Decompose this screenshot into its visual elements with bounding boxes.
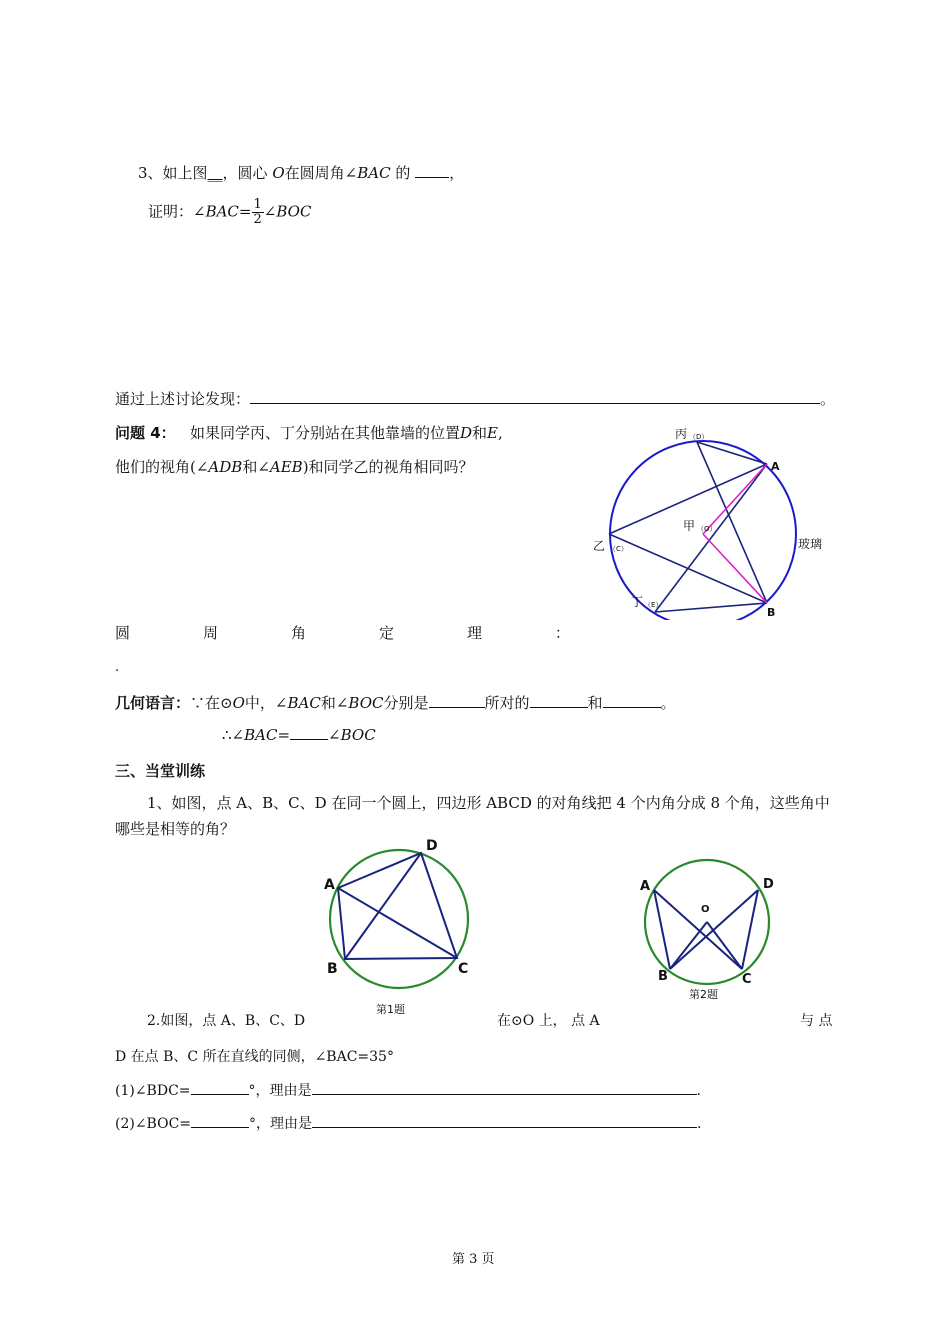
problem4-line1: 问题 4： 如果同学丙、丁分别站在其他靠墙的位置D和E, <box>115 424 503 442</box>
theorem-dot: . <box>115 660 120 675</box>
label-jia: 甲 <box>683 519 696 533</box>
q3-answer-blank[interactable] <box>415 176 449 178</box>
label-d: （D） <box>689 433 709 441</box>
diagonal-ac <box>338 888 457 958</box>
viewing-angle-figure <box>585 420 845 620</box>
ex1-label-d: D <box>426 838 438 854</box>
bdc-reason-blank[interactable] <box>312 1093 697 1095</box>
theorem-line: 圆 周 角 定 理 ： <box>115 624 570 642</box>
ex1-circle <box>330 850 468 988</box>
label-e: （E） <box>644 601 663 609</box>
ex2-caption: 第2题 <box>689 988 718 1001</box>
ex2-part3: 与 点 <box>800 1013 833 1029</box>
label-a: A <box>771 460 780 473</box>
label-bing: 丙 <box>675 427 688 441</box>
discover-blank[interactable] <box>250 402 820 404</box>
ex2-label-c: C <box>742 972 752 987</box>
problem4-line2: 他们的视角(∠ADB和∠AEB)和同学乙的视角相同吗？ <box>115 458 474 476</box>
ex1-label-a: A <box>324 877 335 893</box>
ex2-part2: 在⊙O 上， 点 A <box>497 1013 600 1029</box>
page-number: 第 3 页 <box>452 1252 495 1267</box>
proof-line: 证明：∠BAC= $\frac{1}{2}$ ∠BOC <box>148 197 312 227</box>
bdc-answer-blank[interactable] <box>191 1093 249 1095</box>
ex1-figure <box>318 835 478 1020</box>
geom-blank-2[interactable] <box>530 706 588 708</box>
ex2-question1: (1)∠BDC= °，理由是 . <box>115 1083 701 1099</box>
geom-blank-4[interactable] <box>290 738 328 740</box>
q3-line: 3、如上图__，圆心 O在圆周角∠BAC 的 ， <box>138 164 465 182</box>
label-o: （O） <box>697 525 717 533</box>
label-ding: 丁 <box>631 595 644 609</box>
ex2-radius-ob <box>670 922 707 969</box>
geom-line2: ∴∠BAC= ∠BOC <box>222 726 376 744</box>
ex2-label-o: O <box>701 904 710 915</box>
ex2-part1: 2.如图，点 A、B、C、D <box>147 1013 306 1029</box>
ex2-label-b: B <box>658 969 668 984</box>
label-c: （C） <box>609 545 628 553</box>
section3-title: 三、当堂训练 <box>115 762 206 780</box>
ex2-line2: D 在点 B、C 所在直线的同侧，∠BAC=35° <box>115 1049 394 1065</box>
chord-eb <box>655 603 767 612</box>
geom-blank-1[interactable] <box>429 706 485 708</box>
radius-ob <box>703 534 767 603</box>
ex1-label-c: C <box>458 961 469 977</box>
radius-oa <box>703 464 767 534</box>
ex2-figure <box>632 850 782 1005</box>
ex2-question2: (2)∠BOC= °，理由是 . <box>115 1116 702 1132</box>
geom-blank-3[interactable] <box>603 706 661 708</box>
label-glass: 玻璃 <box>798 537 823 551</box>
ex1-line2: 哪些是相等的角？ <box>115 820 236 838</box>
half-fraction: $\frac{1}{2}$ <box>253 197 262 227</box>
geom-line1: 几何语言：∵在⊙O中，∠BAC和∠BOC分别是 所对的 和 。 <box>115 694 676 712</box>
discover-line: 通过上述讨论发现： 。 <box>115 390 836 408</box>
ex2-label-a: A <box>640 879 651 894</box>
chord-db <box>697 442 767 603</box>
ex1-line1: 1、如图，点 A、B、C、D 在同一个圆上，四边形 ABCD 的对角线把 4 个内角分成 8 个角，这些角中 <box>147 794 830 812</box>
q3-blank[interactable]: __ <box>207 164 223 182</box>
ex1-caption: 第1题 <box>376 1003 405 1016</box>
label-b: B <box>767 606 776 619</box>
ex1-label-b: B <box>327 961 338 977</box>
ex2-label-d: D <box>763 877 774 892</box>
chord-ea <box>655 464 767 612</box>
label-yi: 乙 <box>593 539 606 553</box>
ex2-radius-oc <box>707 922 742 969</box>
boc-reason-blank[interactable] <box>312 1126 697 1128</box>
boc-answer-blank[interactable] <box>191 1126 249 1128</box>
